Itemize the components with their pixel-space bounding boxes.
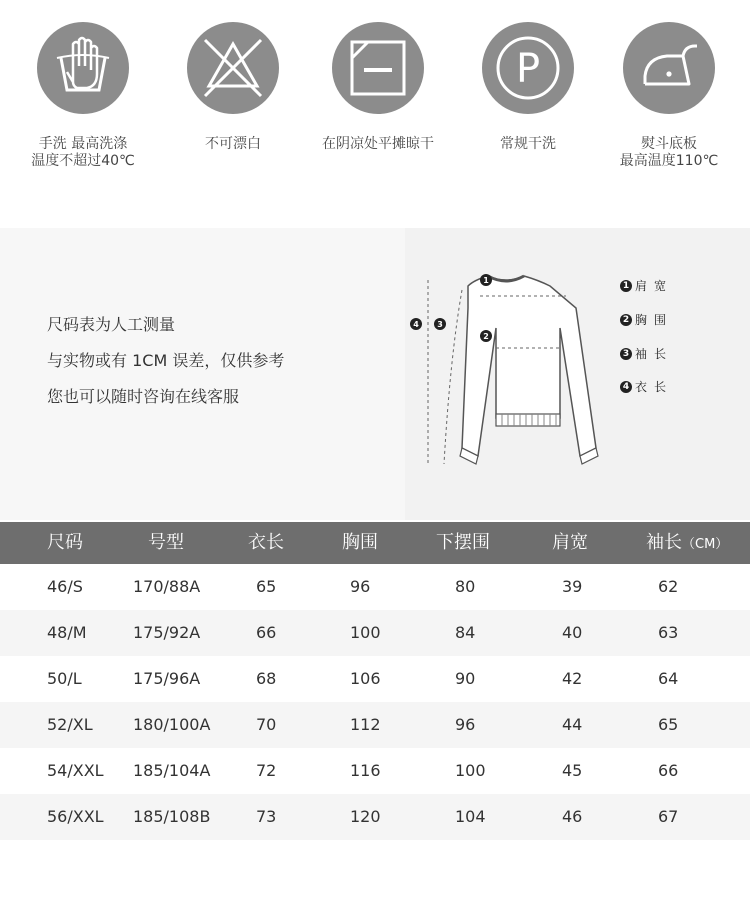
- table-cell: 90: [455, 669, 476, 688]
- marker-4: 4: [413, 320, 419, 329]
- table-cell: 65: [256, 577, 277, 596]
- table-cell: 116: [350, 761, 381, 780]
- table-cell: 96: [455, 715, 476, 734]
- header-unit: （CM）: [682, 537, 729, 552]
- legend-sleeve: [620, 345, 673, 362]
- note-line-1: 尺码表为人工测量: [47, 315, 176, 334]
- legend-label: 胸围: [635, 313, 674, 327]
- table-cell: 39: [562, 577, 583, 596]
- header-sleeve: [646, 522, 728, 564]
- table-cell: 40: [562, 623, 583, 642]
- table-cell: 73: [256, 807, 277, 826]
- legend-num: 2: [620, 314, 632, 326]
- table-cell: 44: [562, 715, 583, 734]
- legend-shoulder: [620, 277, 673, 294]
- table-cell: 175/92A: [133, 623, 201, 642]
- table-cell: 48/M: [47, 623, 87, 642]
- table-cell: 96: [350, 577, 371, 596]
- marker-2: 2: [483, 332, 489, 341]
- table-row: [0, 748, 750, 794]
- care-label-hand-wash: 手洗 最高洗涤 温度不超过40℃: [31, 136, 135, 169]
- legend-chest: [620, 311, 673, 328]
- header-shoulder: 肩宽: [552, 532, 588, 553]
- legend-label: 袖长: [635, 347, 674, 361]
- marker-3: 3: [437, 320, 443, 329]
- table-cell: 120: [350, 807, 381, 826]
- legend-num: 3: [620, 348, 632, 360]
- table-cell: 84: [455, 623, 476, 642]
- table-cell: 45: [562, 761, 583, 780]
- table-cell: 54/XXL: [47, 761, 104, 780]
- flat-dry-shade-icon: [332, 22, 424, 114]
- note-line-3: 您也可以随时咨询在线客服: [47, 387, 240, 406]
- table-cell: 46: [562, 807, 583, 826]
- table-cell: 112: [350, 715, 381, 734]
- table-cell: 100: [350, 623, 381, 642]
- table-cell: 70: [256, 715, 277, 734]
- legend-num: 1: [620, 280, 632, 292]
- marker-1: 1: [483, 276, 489, 285]
- header-model: 号型: [148, 532, 184, 553]
- hand-wash-icon: [37, 22, 129, 114]
- care-item-hand-wash: [8, 22, 158, 170]
- no-bleach-icon: [187, 22, 279, 114]
- table-cell: 80: [455, 577, 476, 596]
- care-item-iron: [594, 22, 744, 170]
- table-cell: 42: [562, 669, 583, 688]
- care-instructions: [0, 0, 750, 200]
- iron-low-icon: [623, 22, 715, 114]
- legend-label: 肩宽: [635, 279, 674, 293]
- care-item-no-bleach: [158, 22, 308, 153]
- table-body: [0, 564, 750, 840]
- table-cell: 104: [455, 807, 486, 826]
- table-cell: 50/L: [47, 669, 82, 688]
- table-cell: 106: [350, 669, 381, 688]
- table-cell: 56/XXL: [47, 807, 104, 826]
- measurement-panel: [0, 228, 750, 520]
- care-item-flat-dry: [303, 22, 453, 153]
- table-cell: 72: [256, 761, 277, 780]
- legend-num: 4: [620, 381, 632, 393]
- table-row: [0, 610, 750, 656]
- dry-clean-p-icon: [482, 22, 574, 114]
- table-cell: 63: [658, 623, 679, 642]
- care-label-no-bleach: 不可漂白: [205, 136, 261, 152]
- header-sleeve-label: 袖长: [646, 532, 682, 553]
- table-cell: 185/104A: [133, 761, 211, 780]
- care-label-flat-dry: 在阴凉处平摊晾干: [322, 136, 434, 152]
- table-cell: 64: [658, 669, 679, 688]
- care-label-dry-clean: 常规干洗: [500, 136, 556, 152]
- dry-clean-letter: P: [515, 46, 541, 92]
- table-cell: 67: [658, 807, 679, 826]
- table-row: [0, 564, 750, 610]
- note-line-2: 与实物或有 1CM 误差，仅供参考: [47, 351, 285, 370]
- table-cell: 66: [658, 761, 679, 780]
- table-cell: 52/XL: [47, 715, 93, 734]
- table-row: [0, 794, 750, 840]
- header-size: 尺码: [47, 532, 83, 553]
- header-chest: 胸围: [342, 532, 378, 553]
- table-row: [0, 656, 750, 702]
- table-cell: 62: [658, 577, 679, 596]
- size-table: [0, 522, 750, 840]
- table-cell: 46/S: [47, 577, 83, 596]
- table-row: [0, 702, 750, 748]
- legend-label: 衣长: [635, 380, 674, 394]
- table-cell: 170/88A: [133, 577, 201, 596]
- table-cell: 68: [256, 669, 277, 688]
- table-cell: 185/108B: [133, 807, 211, 826]
- table-header: [0, 522, 750, 564]
- care-item-dry-clean: [453, 22, 603, 153]
- legend-length: [620, 378, 673, 395]
- sweater-diagram: [410, 268, 610, 468]
- header-hem: 下摆围: [436, 532, 490, 553]
- header-length: 衣长: [248, 532, 284, 553]
- table-cell: 100: [455, 761, 486, 780]
- table-cell: 180/100A: [133, 715, 211, 734]
- table-cell: 66: [256, 623, 277, 642]
- table-cell: 65: [658, 715, 679, 734]
- care-label-iron: 熨斗底板 最高温度110℃: [619, 136, 719, 169]
- table-cell: 175/96A: [133, 669, 201, 688]
